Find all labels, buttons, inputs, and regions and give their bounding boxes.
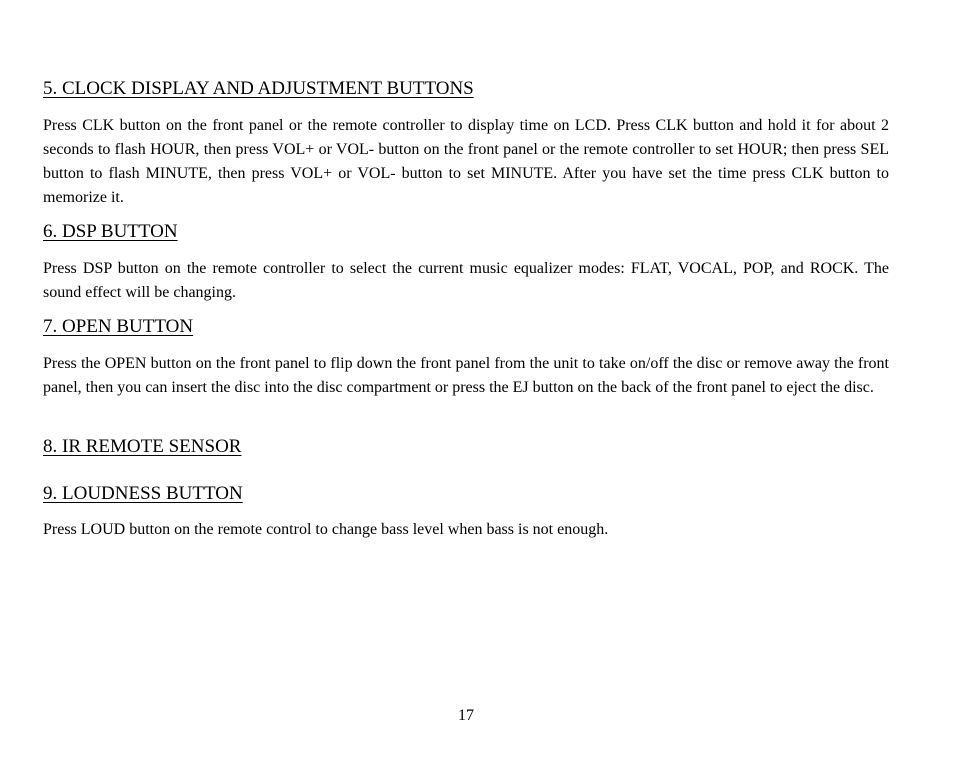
section-body-open-button: Press the OPEN button on the front panel to flip down the front panel from the unit to take on/off the disc or remove away the front panel, then you can insert the disc into the disc compartment or press the EJ button on the back of the front panel to eject the disc. — [43, 355, 889, 396]
page-number: 17 — [458, 707, 474, 724]
section-heading-open-button: 7. OPEN BUTTON — [43, 316, 194, 337]
section-heading-loudness-button: 9. LOUDNESS BUTTON — [43, 483, 243, 504]
section-heading-dsp-button: 6. DSP BUTTON — [43, 221, 178, 242]
section-body-clock-display: Press CLK button on the front panel or the remote controller to display time on LCD. Press CLK button and hold it for about 2 seconds to flash HOUR, then press VOL+ or VOL- button on the front panel or the remote controller to set HOUR; then press SEL button to flash MINUTE, then press VOL+ or VOL- button to set MINUTE. After you have set the time press CLK button to memorize it. — [43, 117, 889, 206]
section-heading-ir-remote-sensor: 8. IR REMOTE SENSOR — [43, 436, 242, 457]
section-heading-clock-display: 5. CLOCK DISPLAY AND ADJUSTMENT BUTTONS — [43, 78, 474, 99]
section-body-loudness-button: Press LOUD button on the remote control to change bass level when bass is not enough. — [43, 521, 609, 538]
section-body-dsp-button: Press DSP button on the remote controller to select the current music equalizer modes: FLAT, VOCAL, POP, and ROCK. The sound effect will be changing. — [43, 260, 889, 301]
